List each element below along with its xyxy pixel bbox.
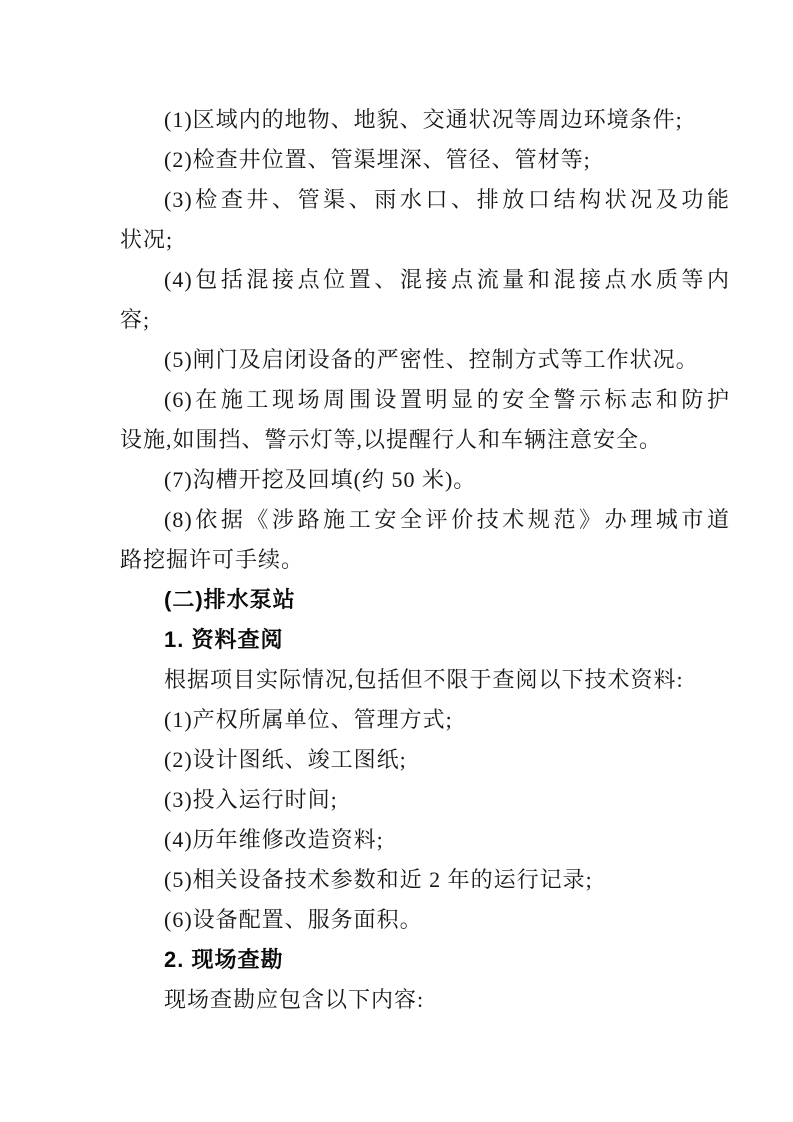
document-body xyxy=(120,100,730,1020)
paragraph-line: 路挖掘许可手续。 xyxy=(120,547,305,572)
section-heading-line: (二)排水泵站 xyxy=(164,587,296,612)
paragraph-line: (3)投入运行时间; xyxy=(164,787,338,812)
paragraph-line: 状况; xyxy=(120,227,174,252)
paragraph-line: (8)依据《涉路施工安全评价技术规范》办理城市道 xyxy=(164,507,730,532)
paragraph-line: 容; xyxy=(120,307,151,332)
body-text-line: 根据项目实际情况,包括但不限于查阅以下技术资料: xyxy=(164,667,684,692)
paragraph-line: (5)闸门及启闭设备的严密性、控制方式等工作状况。 xyxy=(164,347,699,372)
paragraph-line: (2)检查井位置、管渠埋深、管径、管材等; xyxy=(164,147,591,172)
numbered-heading-line: 1. 资料查阅 xyxy=(164,627,284,652)
paragraph-line: (1)区域内的地物、地貌、交通状况等周边环境条件; xyxy=(164,107,683,132)
paragraph-line: (1)产权所属单位、管理方式; xyxy=(164,707,453,732)
paragraph-line: (5)相关设备技术参数和近 2 年的运行记录; xyxy=(164,867,593,892)
paragraph-line: (4)历年维修改造资料; xyxy=(164,827,384,852)
numbered-heading-line: 2. 现场查勘 xyxy=(164,947,284,972)
paragraph-line: (4)包括混接点位置、混接点流量和混接点水质等内 xyxy=(164,267,730,292)
body-text-line: 现场查勘应包含以下内容: xyxy=(164,987,425,1012)
paragraph-line: (7)沟槽开挖及回填(约 50 米)。 xyxy=(164,467,477,492)
paragraph-line: (3)检查井、管渠、雨水口、排放口结构状况及功能 xyxy=(164,187,730,212)
paragraph-line: (2)设计图纸、竣工图纸; xyxy=(164,747,407,772)
paragraph-line: (6)设备配置、服务面积。 xyxy=(164,907,423,932)
paragraph-line: (6)在施工现场周围设置明显的安全警示标志和防护 xyxy=(164,387,730,412)
paragraph-line: 设施,如围挡、警示灯等,以提醒行人和车辆注意安全。 xyxy=(120,427,663,452)
